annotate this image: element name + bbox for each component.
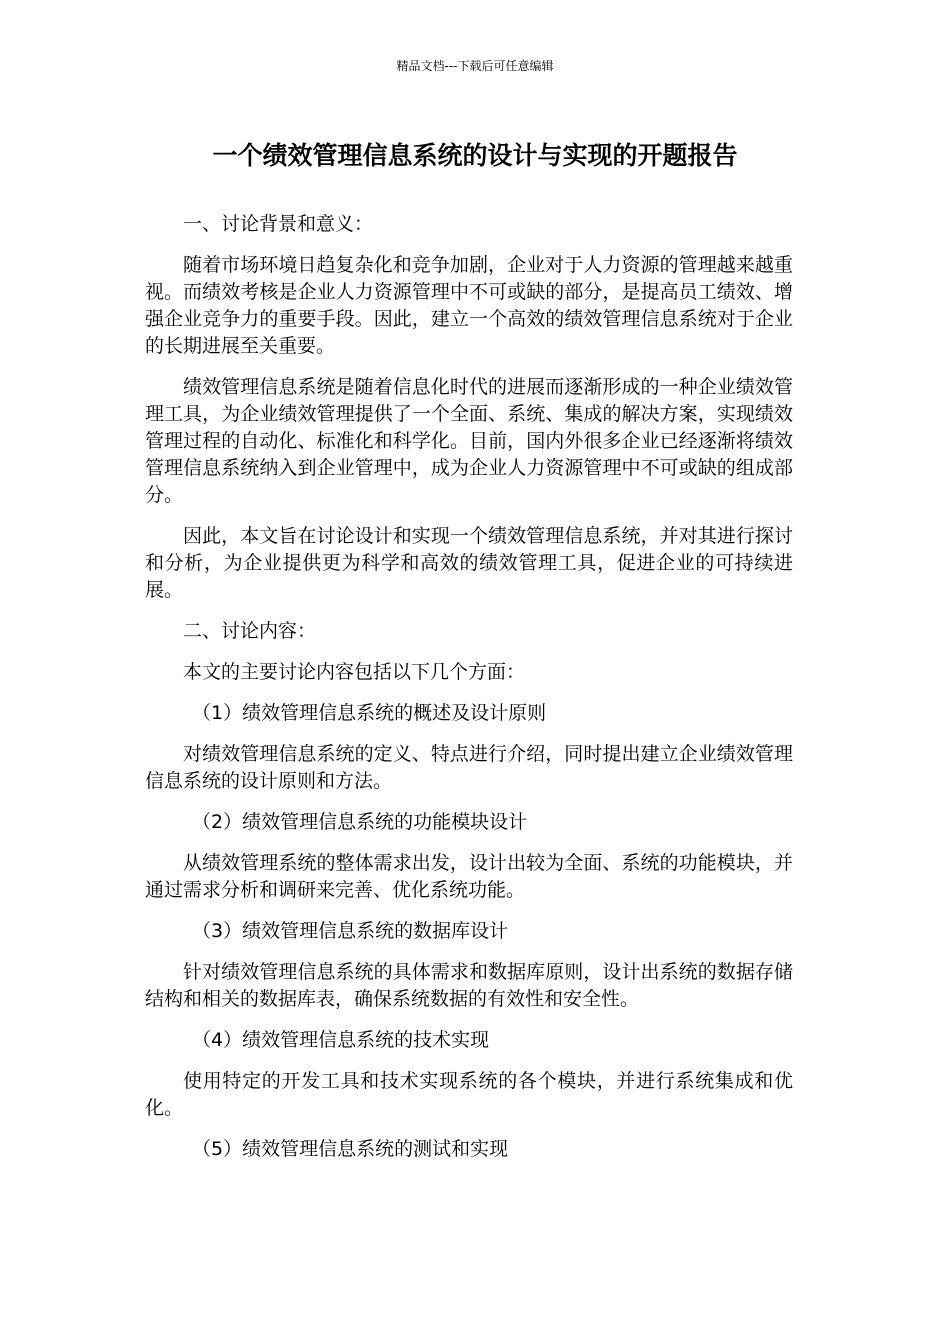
document-body xyxy=(145,211,793,1177)
paragraph: 本文的主要讨论内容包括以下几个方面： xyxy=(183,661,526,683)
paragraph: 随着市场环境日趋复杂化和竞争加剧，企业对于人力资源的管理越来越重视。而绩效考核是企业人力资源管理中不可或缺的部分，是提高员工绩效、增强企业竞争力的重要手段。因此，建立一个高效的绩效管理信息系统对于企业的长期进展至关重要。 xyxy=(145,254,793,357)
document-title: 一个绩效管理信息系统的设计与实现的开题报告 xyxy=(212,141,738,170)
paragraph: 对绩效管理信息系统的定义、特点进行介绍，同时提出建立企业绩效管理信息系统的设计原则和方法。 xyxy=(145,743,793,792)
list-item-heading: （5）绩效管理信息系统的测试和实现 xyxy=(192,1138,509,1160)
paragraph: 针对绩效管理信息系统的具体需求和数据库原则，设计出系统的数据存储结构和相关的数据库表，确保系统数据的有效性和安全性。 xyxy=(145,961,793,1010)
section-heading-background: 一、讨论背景和意义： xyxy=(183,213,374,235)
header-note: 精品文档---下载后可任意编辑 xyxy=(396,59,554,73)
list-item-heading: （1）绩效管理信息系统的概述及设计原则 xyxy=(192,702,547,724)
paragraph: 从绩效管理系统的整体需求出发，设计出较为全面、系统的功能模块，并通过需求分析和调研来完善、优化系统功能。 xyxy=(145,852,793,901)
paragraph: 使用特定的开发工具和技术实现系统的各个模块，并进行系统集成和优化。 xyxy=(145,1070,793,1119)
section-heading-content: 二、讨论内容： xyxy=(183,620,317,642)
list-item-heading: （3）绩效管理信息系统的数据库设计 xyxy=(192,920,509,942)
list-item-heading: （2）绩效管理信息系统的功能模块设计 xyxy=(192,811,528,833)
paragraph: 因此，本文旨在讨论设计和实现一个绩效管理信息系统，并对其进行探讨和分析，为企业提供更为科学和高效的绩效管理工具，促进企业的可持续进展。 xyxy=(145,525,793,601)
list-item-heading: （4）绩效管理信息系统的技术实现 xyxy=(192,1029,490,1051)
paragraph: 绩效管理信息系统是随着信息化时代的进展而逐渐形成的一种企业绩效管理工具，为企业绩效管理提供了一个全面、系统、集成的解决方案，实现绩效管理过程的自动化、标准化和科学化。目前，国内外很多企业已经逐渐将绩效管理信息系统纳入到企业管理中，成为企业人力资源管理中不可或缺的组成部分。 xyxy=(145,376,793,506)
